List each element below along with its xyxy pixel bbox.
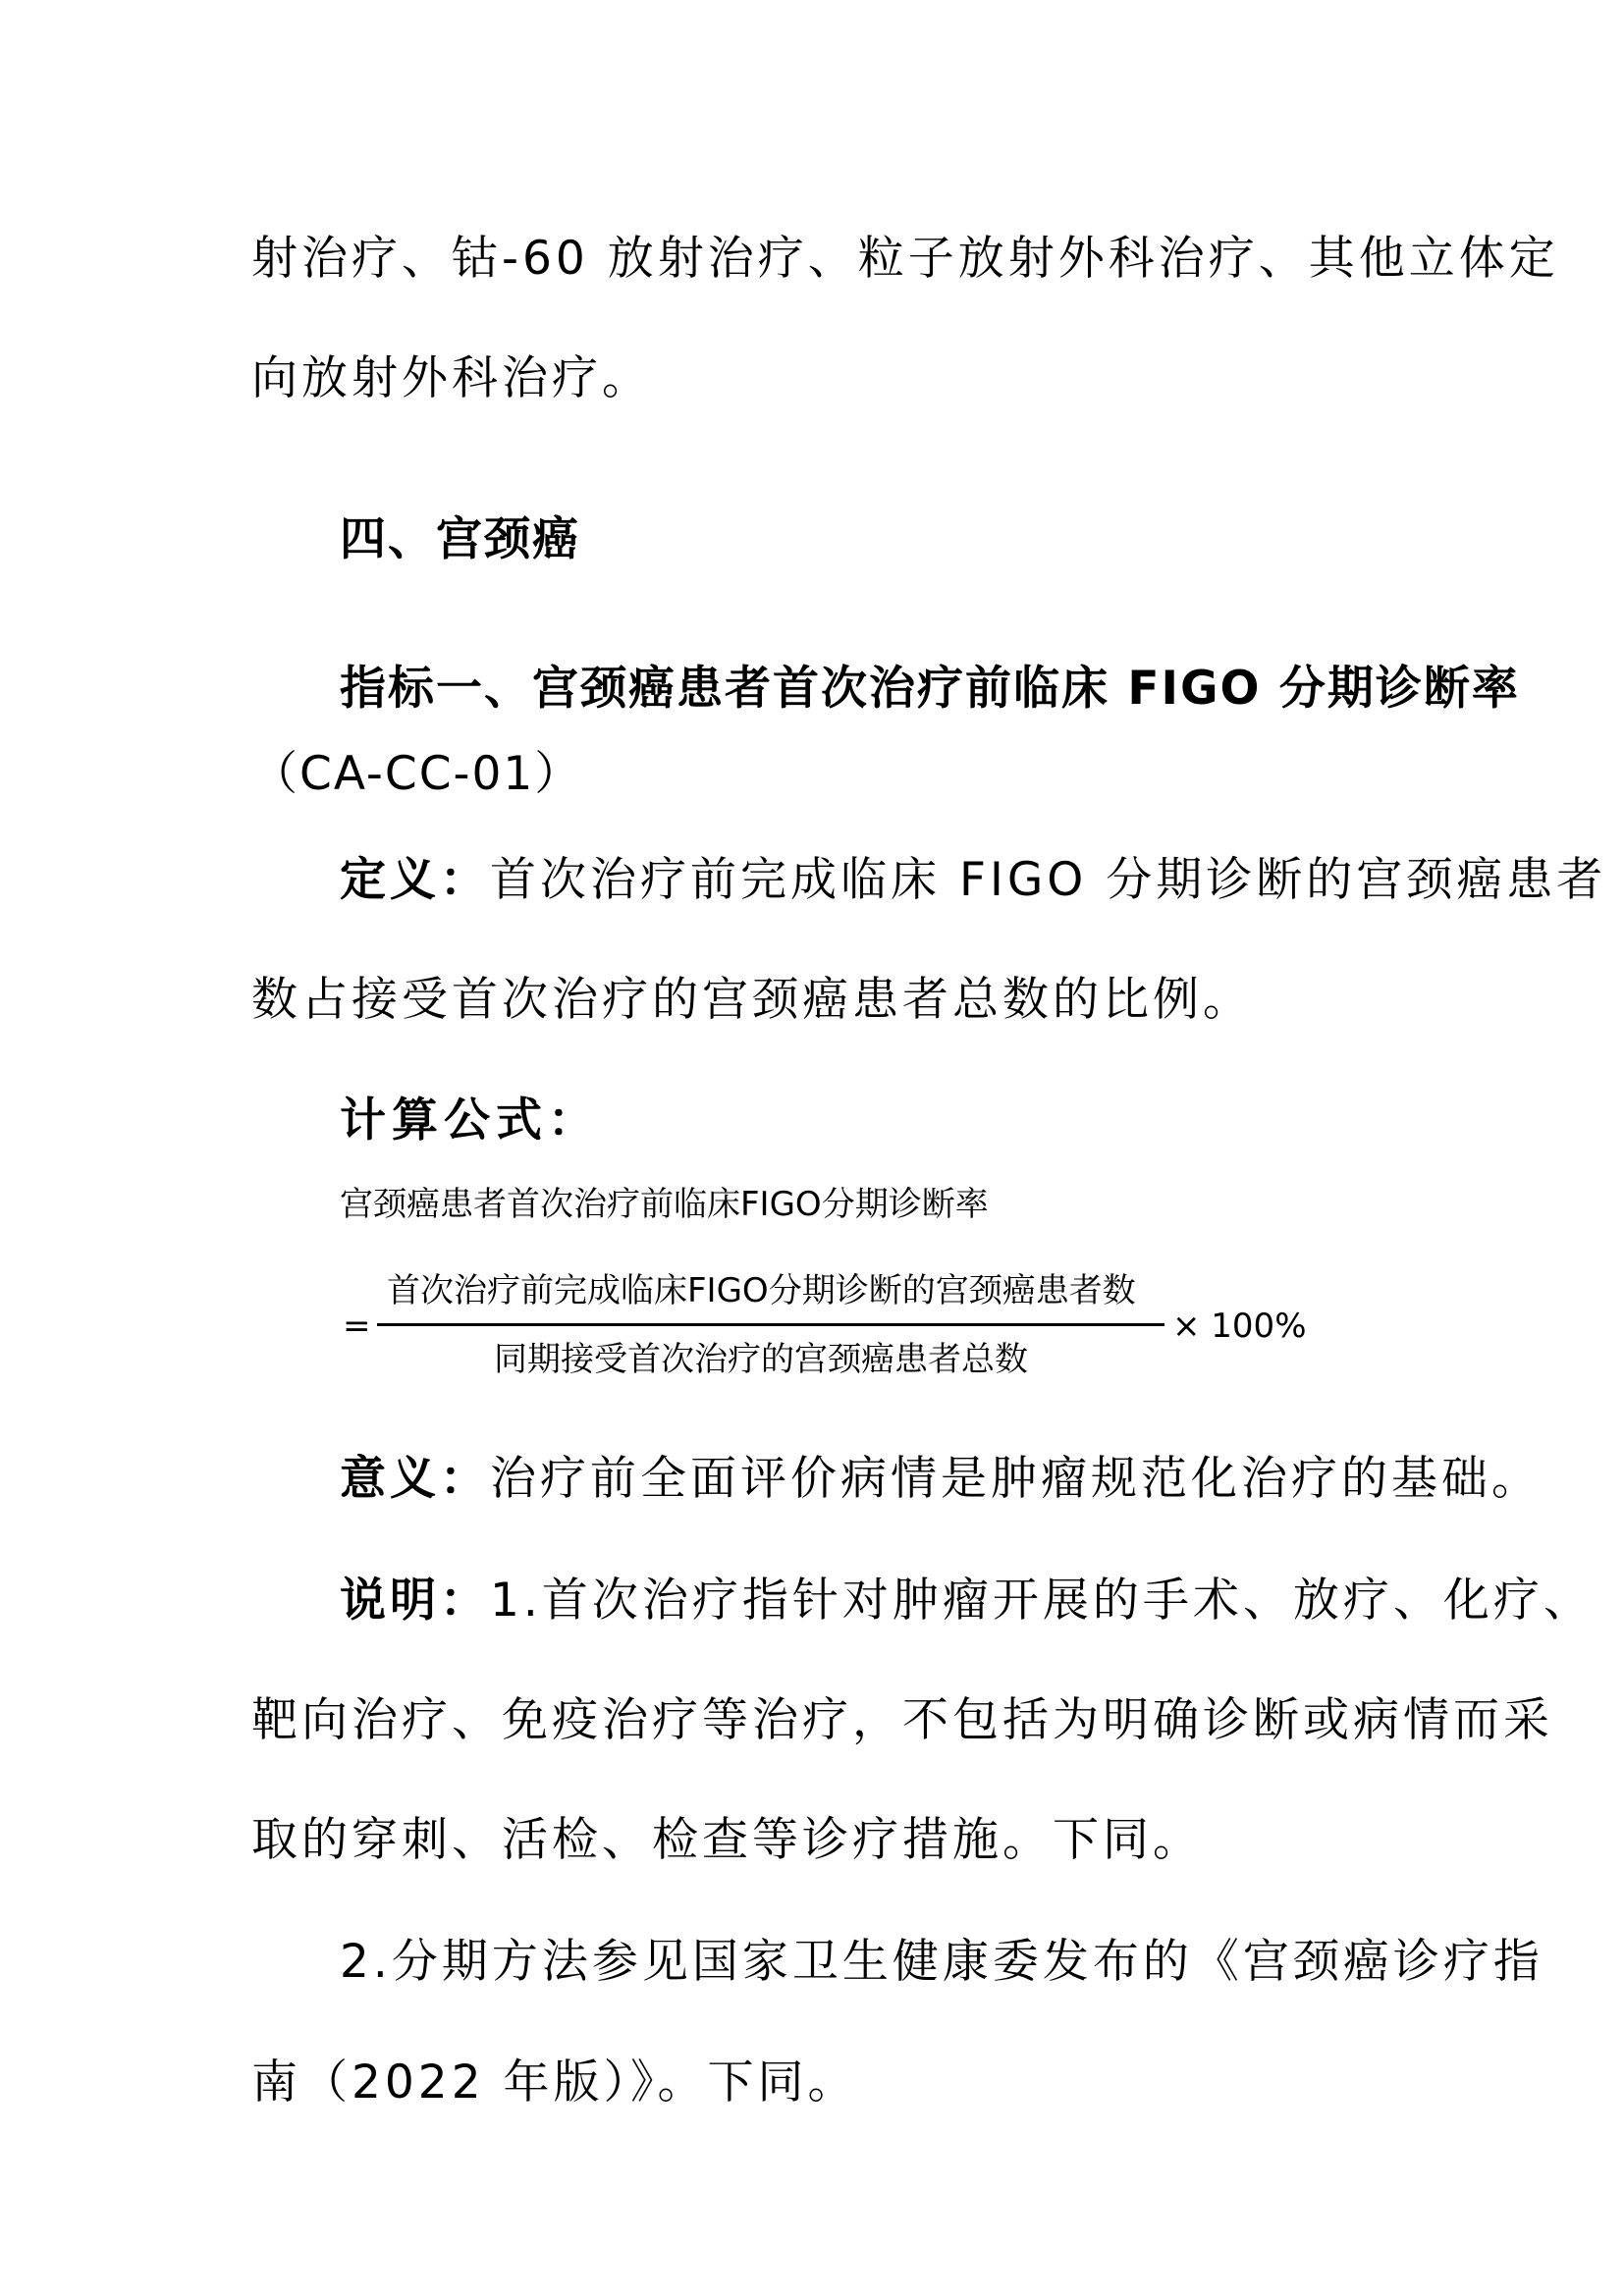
formula-label: 计算公式： xyxy=(340,1094,600,1148)
formula-numerator: 首次治疗前完成临床FIGO分期诊断的宫颈癌患者数 xyxy=(387,1271,1136,1310)
notes-line-1 xyxy=(340,1574,1594,1628)
indicator-title-line-1: 指标一、宫颈癌患者首次治疗前临床 FIGO 分期诊断率 xyxy=(340,662,1520,716)
meaning-label: 意义： xyxy=(340,1452,490,1506)
intro-line-2: 向放射外科治疗。 xyxy=(251,351,652,405)
fraction-bar xyxy=(377,1323,1164,1326)
meaning-line xyxy=(340,1452,1542,1506)
notes-line-3: 取的穿刺、活检、检查等诊疗措施。下同。 xyxy=(251,1813,1203,1867)
indicator-title-line-2: （CA-CC-01） xyxy=(251,747,583,801)
definition-text: 首次治疗前完成临床 FIGO 分期诊断的宫颈癌患者 xyxy=(490,853,1607,907)
formula-name: 宫颈癌患者首次治疗前临床FIGO分期诊断率 xyxy=(340,1185,989,1224)
definition-label: 定义： xyxy=(340,853,490,907)
notes-label: 说明： xyxy=(340,1574,490,1628)
section-heading: 四、宫颈癌 xyxy=(340,512,580,566)
meaning-text: 治疗前全面评价病情是肿瘤规范化治疗的基础。 xyxy=(490,1452,1542,1506)
intro-line-1: 射治疗、钴-60 放射治疗、粒子放射外科治疗、其他立体定 xyxy=(251,232,1559,286)
formula-equals: = xyxy=(343,1307,371,1346)
notes-text-1: 1.首次治疗指针对肿瘤开展的手术、放疗、化疗、 xyxy=(490,1574,1594,1628)
notes-line-5: 南（2022 年版）》。下同。 xyxy=(251,2056,858,2109)
definition-line-2: 数占接受首次治疗的宫颈癌患者总数的比例。 xyxy=(251,973,1253,1027)
formula-multiplier: × 100% xyxy=(1172,1307,1307,1346)
notes-line-4: 2.分期方法参见国家卫生健康委发布的《宫颈癌诊疗指 xyxy=(340,1935,1543,1989)
definition-line-1 xyxy=(340,853,1607,907)
formula-denominator: 同期接受首次治疗的宫颈癌患者总数 xyxy=(494,1340,1028,1379)
notes-line-2: 靶向治疗、免疫治疗等治疗，不包括为明确诊断或病情而采 xyxy=(251,1693,1553,1747)
